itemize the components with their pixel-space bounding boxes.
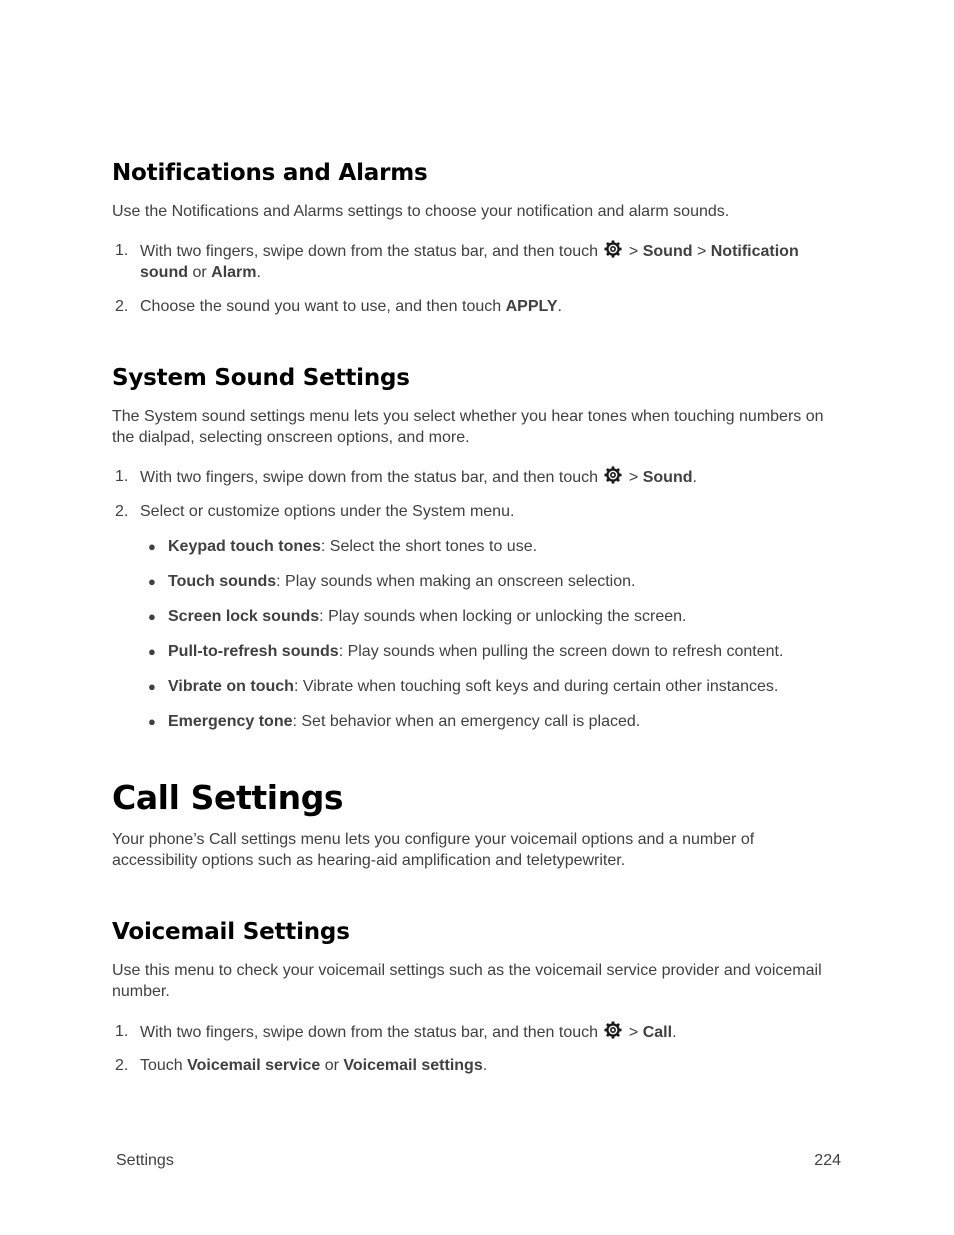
option-term: Screen lock sounds <box>168 608 320 625</box>
menu-item-alarm: Alarm <box>211 264 257 281</box>
notifications-intro: Use the Notifications and Alarms settings to choose your notification and alarm sounds. <box>112 203 730 220</box>
intro-line: Your phone’s Call settings menu lets you configure your voicemail options and a number of <box>112 831 755 848</box>
system-sound-step-1 <box>112 466 847 488</box>
step-text: With two fingers, swipe down from the status bar, and then touch <box>140 469 599 486</box>
intro-line: Use this menu to check your voicemail settings such as the voicemail service provider and voicemail <box>112 962 822 979</box>
notifications-step-2 <box>112 296 847 317</box>
bullet-icon: ● <box>148 679 156 694</box>
step-number: 1. <box>115 242 129 259</box>
list-item <box>148 606 687 627</box>
step-number: 2. <box>115 1057 129 1074</box>
conjunction: or <box>192 264 207 281</box>
list-item <box>148 676 778 697</box>
step-text: With two fingers, swipe down from the status bar, and then touch <box>140 1024 599 1041</box>
option-term: Keypad touch tones <box>168 538 321 555</box>
conjunction: or <box>324 1057 339 1074</box>
gear-icon <box>604 466 622 484</box>
call-settings-intro <box>112 829 754 871</box>
list-item <box>148 536 537 557</box>
bullet-icon: ● <box>148 539 156 554</box>
option-desc: : Set behavior when an emergency call is placed. <box>292 713 641 730</box>
step-number: 2. <box>115 503 129 520</box>
gear-icon <box>604 240 622 258</box>
system-sound-step-2 <box>112 501 847 522</box>
separator: > <box>628 243 639 260</box>
bullet-icon: ● <box>148 609 156 624</box>
footer-page-number: 224 <box>814 1152 841 1169</box>
apply-label: APPLY <box>505 298 558 315</box>
step-number: 2. <box>115 298 129 315</box>
menu-item-call: Call <box>642 1024 673 1041</box>
period: . <box>256 264 261 281</box>
section-title-voicemail: Voicemail Settings <box>112 919 350 945</box>
menu-item-sound: Sound <box>642 243 693 260</box>
separator: > <box>696 243 707 260</box>
option-desc: : Play sounds when pulling the screen down to refresh content. <box>338 643 784 660</box>
step-number: 1. <box>115 468 129 485</box>
voicemail-step-2 <box>112 1055 847 1076</box>
voicemail-intro <box>112 960 822 1002</box>
option-term: Touch sounds <box>168 573 277 590</box>
menu-item-notification-sound: sound <box>140 264 188 281</box>
section-title-system-sound: System Sound Settings <box>112 365 410 391</box>
menu-item-voicemail-settings: Voicemail settings <box>343 1057 483 1074</box>
menu-item-notification: Notification <box>710 243 799 260</box>
list-item <box>148 571 635 592</box>
list-item <box>148 641 783 662</box>
menu-item-sound: Sound <box>642 469 693 486</box>
period: . <box>482 1057 488 1074</box>
option-desc: : Play sounds when making an onscreen selection. <box>276 573 636 590</box>
period: . <box>557 298 562 315</box>
option-term: Pull-to-refresh sounds <box>168 643 339 660</box>
bullet-icon: ● <box>148 644 156 659</box>
intro-line: accessibility options such as hearing-aid amplification and teletypewriter. <box>112 852 626 869</box>
option-desc: : Play sounds when locking or unlocking the screen. <box>319 608 687 625</box>
step-number: 1. <box>115 1023 129 1040</box>
option-desc: : Vibrate when touching soft keys and during certain other instances. <box>293 678 779 695</box>
section-title-notifications: Notifications and Alarms <box>112 160 428 186</box>
option-desc: : Select the short tones to use. <box>320 538 538 555</box>
step-text: Choose the sound you want to use, and then touch <box>140 298 502 315</box>
footer-section-name: Settings <box>116 1152 174 1169</box>
separator: > <box>628 469 639 486</box>
list-item <box>148 711 640 732</box>
period: . <box>672 1024 677 1041</box>
gear-icon <box>604 1021 622 1039</box>
step-text: Touch <box>140 1057 183 1074</box>
step-text: Select or customize options under the System menu. <box>140 503 515 520</box>
notifications-step-1 <box>112 240 847 283</box>
separator: > <box>628 1024 639 1041</box>
step-text: With two fingers, swipe down from the status bar, and then touch <box>140 243 599 260</box>
bullet-icon: ● <box>148 574 156 589</box>
voicemail-step-1 <box>112 1021 847 1043</box>
intro-line: number. <box>112 983 170 1000</box>
menu-item-voicemail-service: Voicemail service <box>187 1057 321 1074</box>
bullet-icon: ● <box>148 714 156 729</box>
option-term: Emergency tone <box>168 713 293 730</box>
system-sound-intro <box>112 406 824 448</box>
intro-line: the dialpad, selecting onscreen options, and more. <box>112 429 470 446</box>
option-term: Vibrate on touch <box>168 678 294 695</box>
intro-line: The System sound settings menu lets you select whether you hear tones when touching numbers on <box>112 408 824 425</box>
page-title-call-settings: Call Settings <box>112 778 344 817</box>
period: . <box>692 469 697 486</box>
